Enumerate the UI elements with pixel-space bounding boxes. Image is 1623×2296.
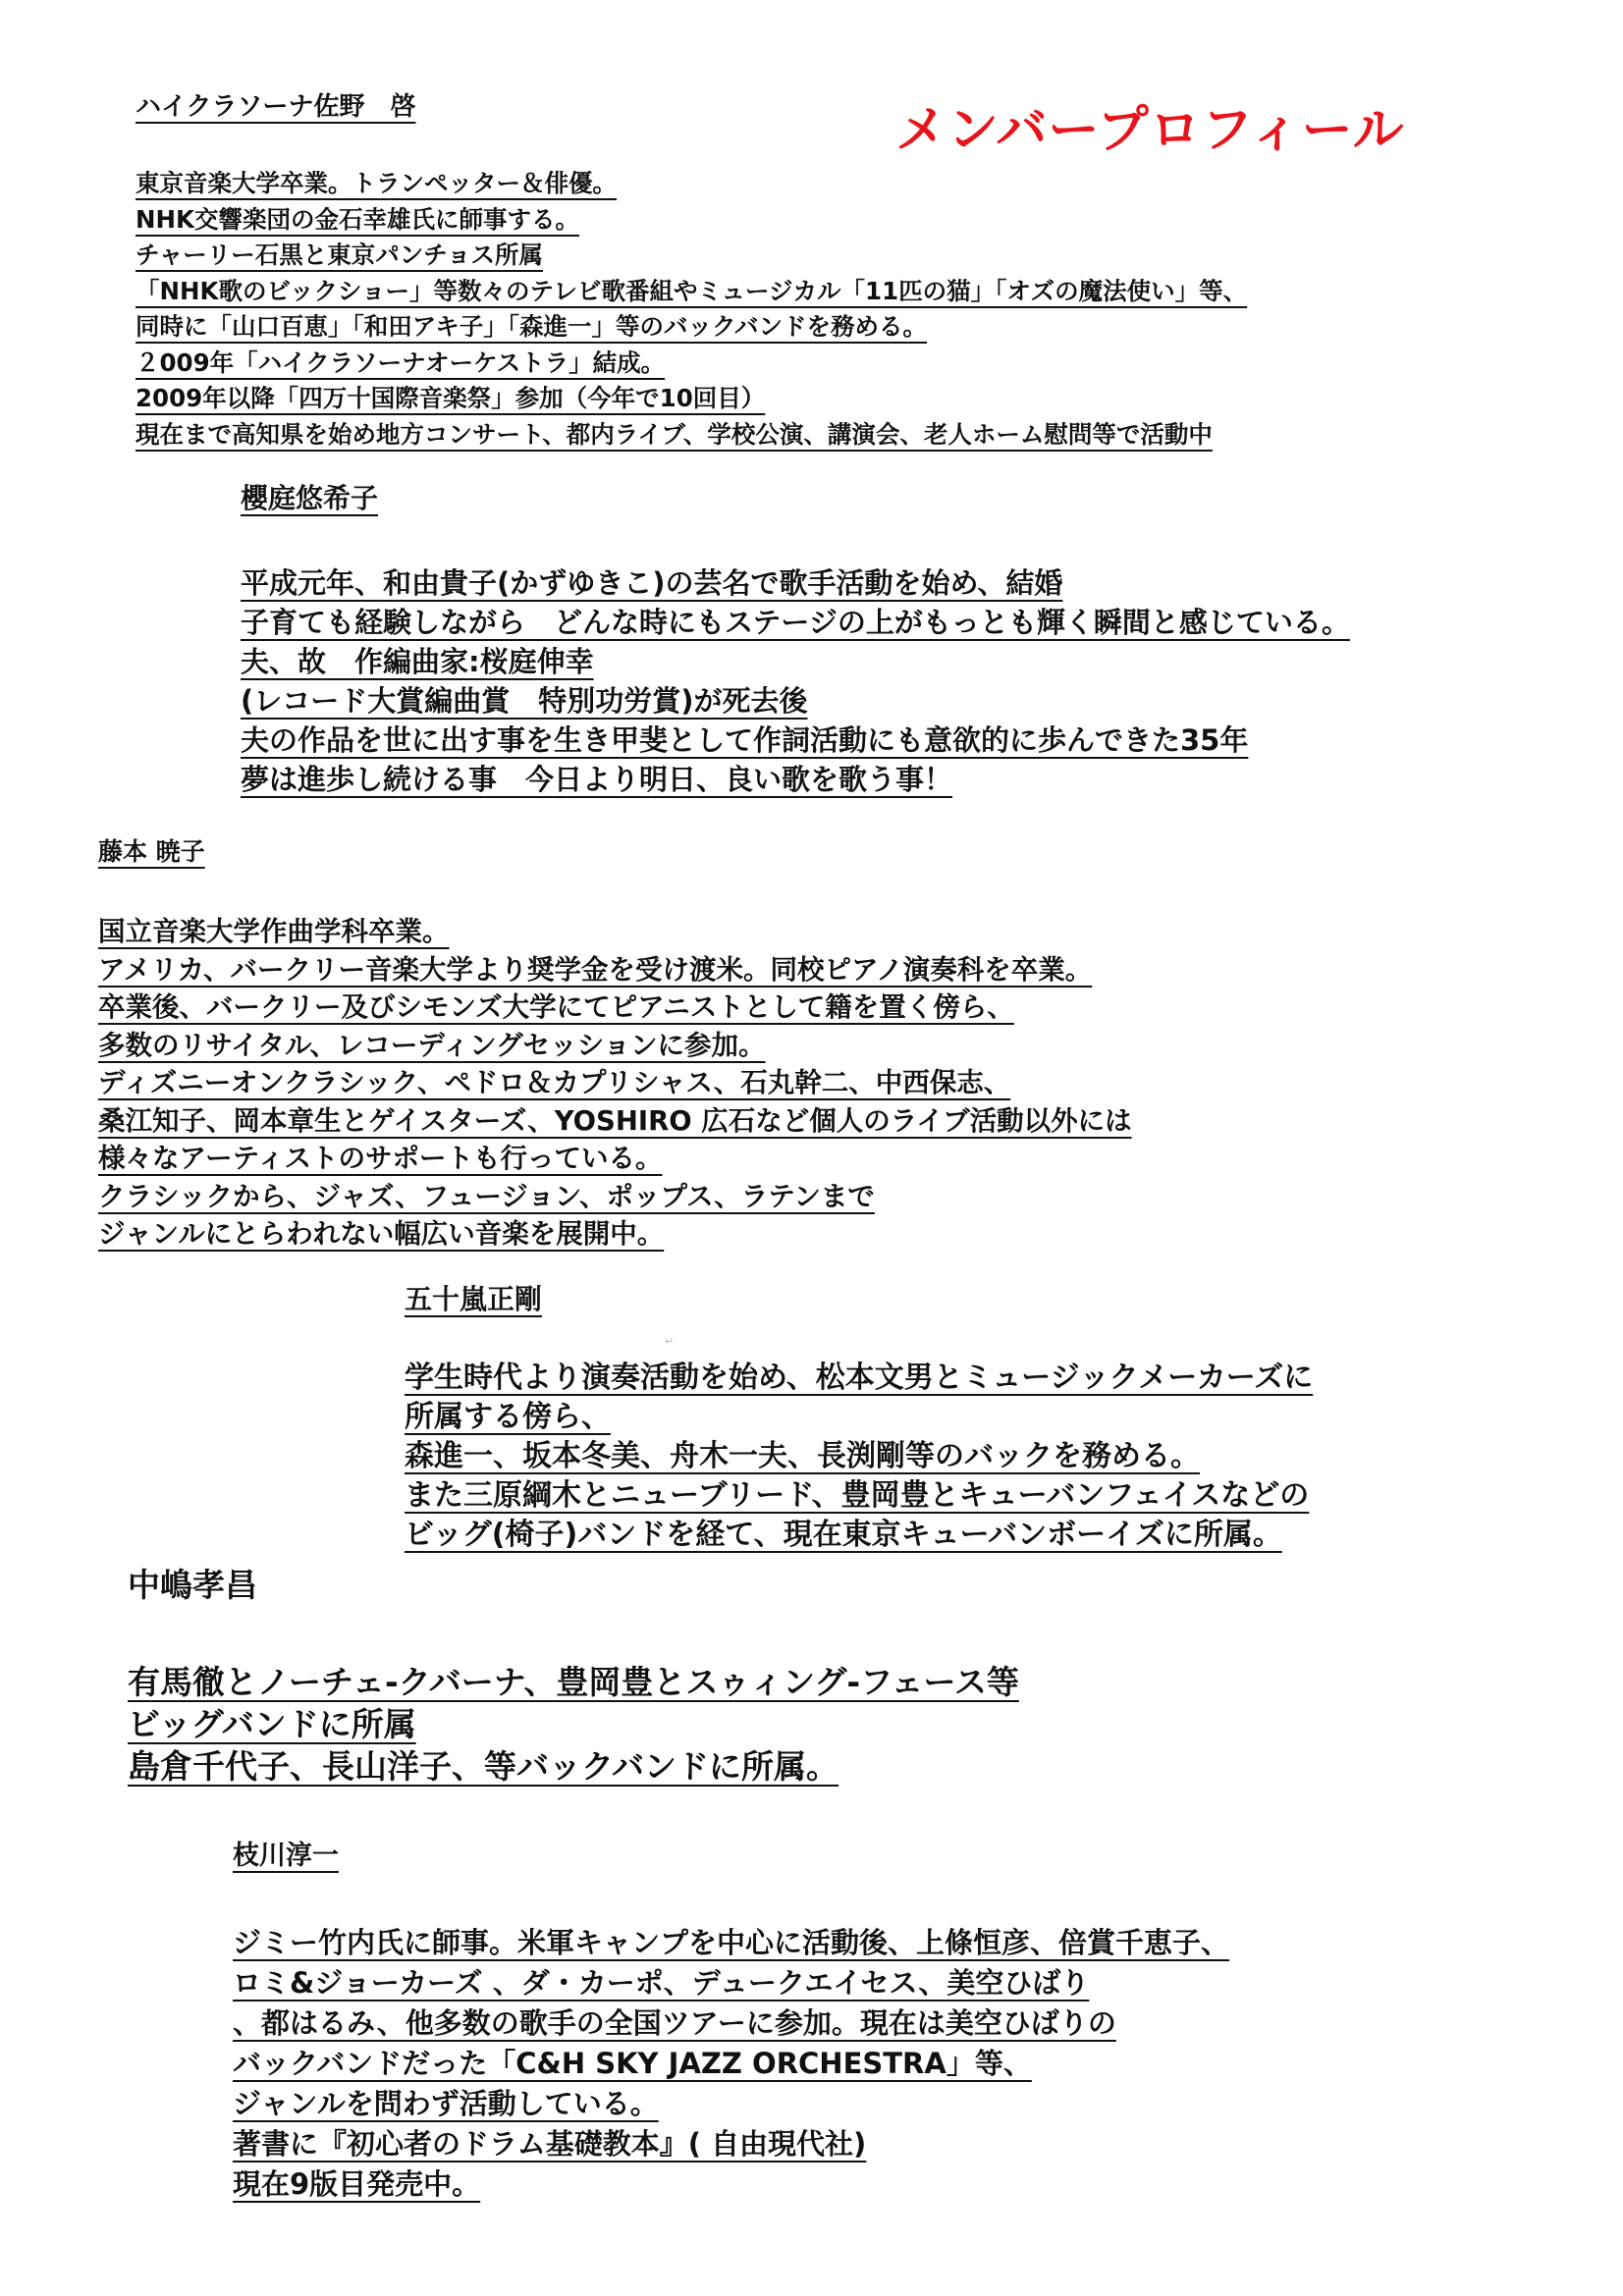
member-profile-nakajima [128,1560,1019,1788]
profile-line: ビッグ(椅子)バンドを経て、現在東京キューバンボーイズに所属。 [405,1518,1282,1552]
profile-line: 、都はるみ、他多数の歌手の全国ツアーに参加。現在は美空ひばりの [233,2006,1116,2040]
profile-line: バックバンドだった「C&H SKY JAZZ ORCHESTRA」等、 [233,2047,1032,2080]
profile-line: 夫の作品を世に出す事を生き甲斐として作詞活動にも意欲的に歩んできた35年 [241,723,1249,757]
member-profile-fujimoto [98,832,1132,1254]
member-profile-sano [135,86,1247,453]
member-name: 五十嵐正剛 [405,1283,543,1315]
profile-line: 桑江知子、岡本章生とゲイスターズ、YOSHIRO 広石など個人のライブ活動以外には [98,1104,1132,1137]
profile-line: 有馬徹とノーチェ-クバーナ、豊岡豊とスゥィング-フェース等 [128,1663,1019,1701]
profile-line: ディズニーオンクラシック、ペドロ＆カプリシャス、石丸幹二、中西保志、 [98,1067,1011,1098]
profile-line: クラシックから、ジャズ、フュージョン、ポップス、ラテンまで [98,1180,875,1212]
profile-line: (レコード大賞編曲賞 特別功労賞)が死去後 [241,684,808,718]
profile-line: チャーリー石黒と東京パンチョス所属 [135,240,544,269]
profile-line: アメリカ、バークリー音楽大学より奨学金を受け渡米。同校ピアノ演奏科を卒業。 [98,953,1093,986]
profile-line: 現在9版目発売中。 [233,2167,481,2201]
profile-line: 東京音楽大学卒業。トランペッター＆俳優。 [135,169,617,197]
profile-line: 著書に『初心者のドラム基礎教本』( 自由現代社) [233,2127,867,2161]
profile-line: 所属する傍ら、 [405,1400,611,1434]
profile-line: 学生時代より演奏活動を始め、松本文男とミュージックメーカーズに [405,1361,1314,1395]
profile-line: NHK交響楽団の金石幸雄氏に師事する。 [135,204,579,234]
member-name: ハイクラソーナ佐野 啓 [135,92,416,122]
profile-line: 国立音楽大学作曲学科卒業。 [98,916,450,947]
member-profile-igarashi [405,1278,1313,1555]
member-name: 枝川淳一 [233,1841,339,1871]
profile-line: ジャンルを問わず活動している。 [233,2087,659,2120]
profile-line: 子育ても経験しながら どんな時にもステージの上がもっとも輝く瞬間と感じている。 [241,606,1350,639]
profile-line: 多数のリサイタル、レコーディングセッションに参加。 [98,1029,766,1061]
return-mark-icon: ↵ [665,1335,675,1348]
profile-line: また三原綱木とニューブリード、豊岡豊とキューバンフェイスなどの [405,1478,1310,1513]
profile-line: ロミ&ジョーカーズ 、ダ・カーポ、デュークエイセス、美空ひばり [233,1966,1090,2000]
member-name: 藤本 暁子 [98,837,205,866]
profile-line: 卒業後、バークリー及びシモンズ大学にてピアニストとして籍を置く傍ら、 [98,991,1014,1023]
profile-line: 同時に「山口百恵」「和田アキ子」「森進一」等のバックバンドを務める。 [135,312,928,341]
member-name: 櫻庭悠希子 [241,482,379,514]
profile-line: 森進一、坂本冬美、舟木一夫、長渕剛等のバックを務める。 [405,1439,1200,1473]
member-profile-edagawa [233,1834,1229,2205]
profile-line: ビッグバンドに所属 [128,1705,416,1743]
member-profile-sakuraba [241,477,1350,799]
profile-line: 様々なアーティストのサポートも行っている。 [98,1143,663,1174]
page-title: メンバープロフィール [895,101,1405,160]
profile-line: ２009年「ハイクラソーナオーケストラ」結成。 [135,347,666,377]
profile-line: ジミー竹内氏に師事。米軍キャンプを中心に活動後、上條恒彦、倍賞千恵子、 [233,1926,1230,1959]
profile-line: 平成元年、和由貴子(かずゆきこ)の芸名で歌手活動を始め、結婚 [241,566,1063,600]
member-name: 中嶋孝昌 [128,1566,257,1604]
profile-line: 島倉千代子、長山洋子、等バックバンドに所属。 [128,1747,839,1786]
profile-line: 「NHK歌のビックショー」等数々のテレビ歌番組やミュージカル「11匹の猫」「オズの魔法使い」等、 [135,276,1248,305]
profile-line: ジャンルにとらわれない幅広い音楽を展開中。 [98,1218,665,1250]
profile-line: 夫、故 作編曲家:桜庭伸幸 [241,645,594,678]
profile-line: 2009年以降「四万十国際音楽祭」参加（今年で10回目） [135,384,766,412]
profile-line: 夢は進歩し続ける事 今日より明日、良い歌を歌う事！ [241,763,953,796]
profile-line: 現在まで高知県を始め地方コンサート、都内ライブ、学校公演、講演会、老人ホーム慰問等で活動中 [135,419,1213,449]
